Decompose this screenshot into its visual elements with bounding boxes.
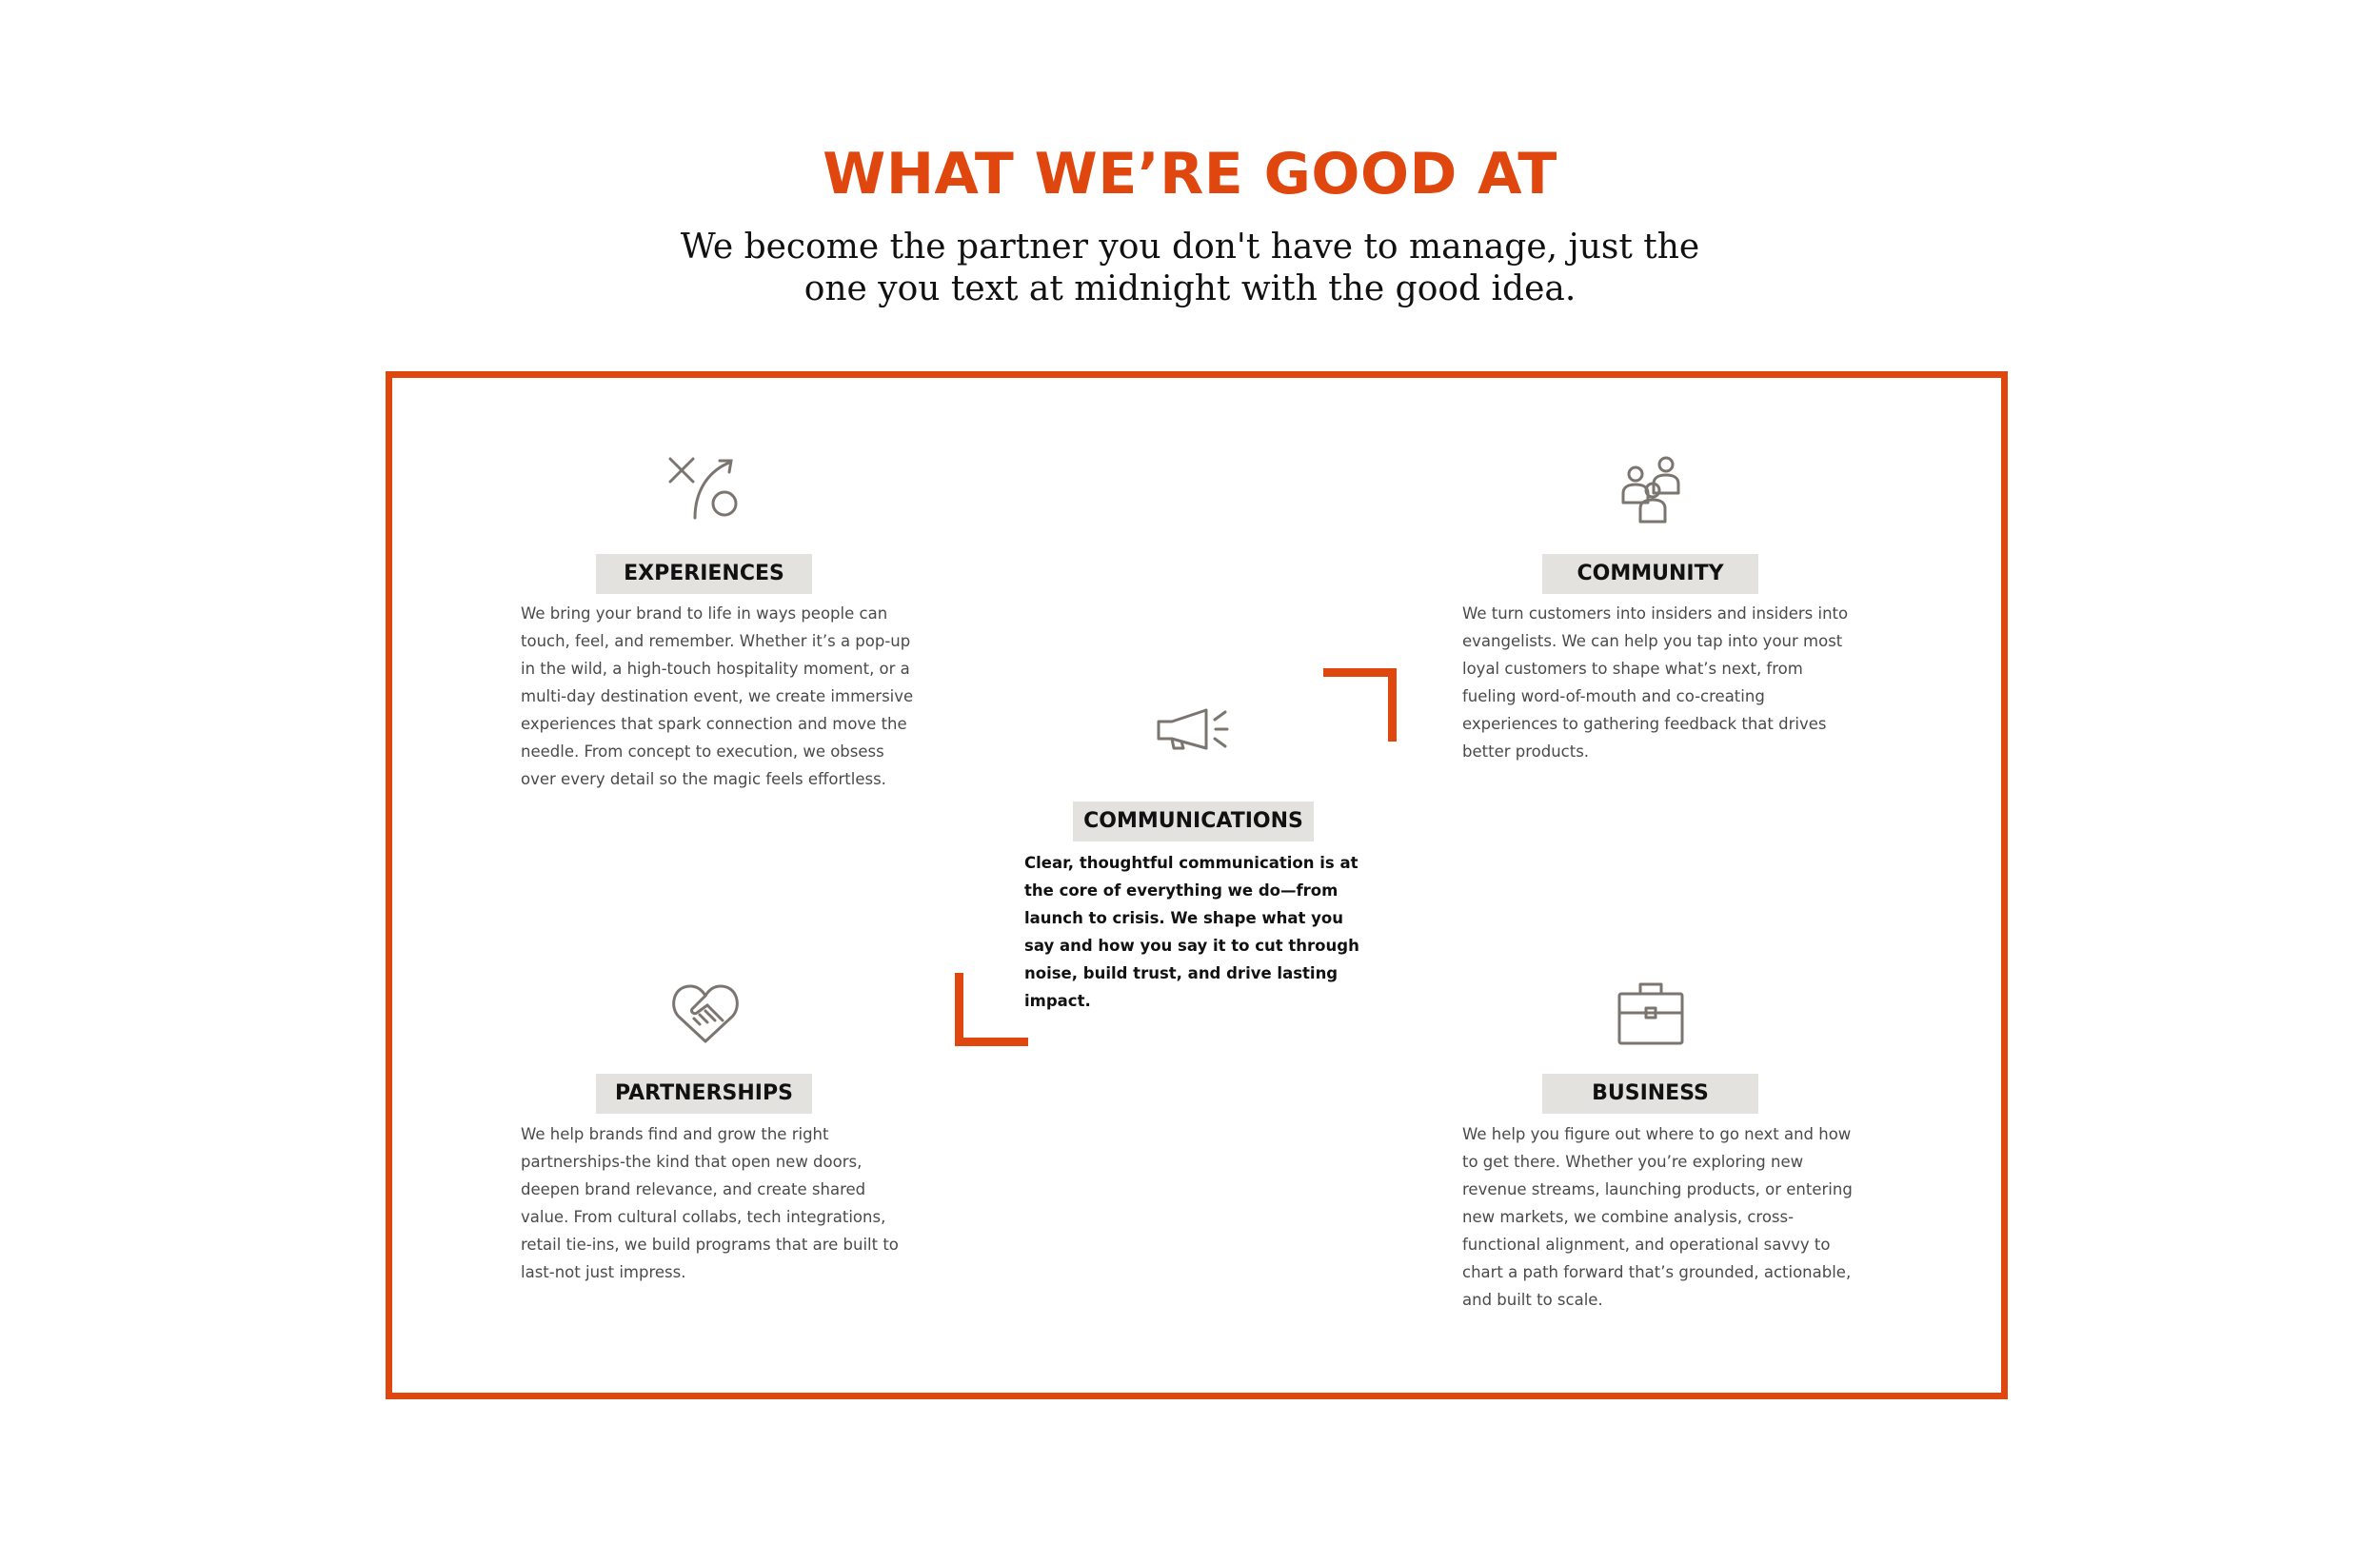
service-label: COMMUNICATIONS [1073,802,1314,841]
briefcase-icon [1617,980,1684,1045]
section-subtitle [619,227,1761,310]
play-strategy-icon [668,455,743,524]
section-title: WHAT WE’RE GOOD AT [823,141,1557,208]
heart-handshake-icon [671,980,740,1045]
service-description: We help you figure out where to go next and how to get there. Whether you’re exploring new revenue streams, launching products, or entering new markets, we combine analysis, cross-functional alignment, and operational savvy to chart a path forward that’s grounded, actionable, and built to scale. [1462,1125,1853,1309]
service-label: COMMUNITY [1542,554,1758,594]
subtitle-line-1: We become the partner you don't have to manage, just the [680,228,1700,267]
service-description: Clear, thoughtful communication is at the core of everything we do—from launch to crisis. We shape what you say and how you say it to cut through noise, build trust, and drive lasting impact. [1024,854,1359,1010]
subtitle-line-2: one you text at midnight with the good idea. [803,269,1577,308]
service-label: BUSINESS [1542,1074,1758,1114]
bracket-bottom-left [955,973,1028,1046]
service-description: We help brands find and grow the right partnerships-the kind that open new doors, deepen brand relevance, and create shared value. From cultural collabs, tech integrations, retail tie-ins, we build programs that are built to last-not just impress. [521,1125,899,1281]
bracket-top-right [1323,668,1397,742]
megaphone-icon [1155,708,1231,756]
service-label: EXPERIENCES [596,554,812,594]
service-label: PARTNERSHIPS [596,1074,812,1114]
service-description: We bring your brand to life in ways people can touch, feel, and remember. Whether it’s a pop-up in the wild, a high-touch hospitality moment, or a multi-day destination event, we create immersive experiences that spark connection and move the needle. From concept to execution, we obsess over every detail so the magic feels effortless. [521,604,914,788]
service-description: We turn customers into insiders and insiders into evangelists. We can help you tap into your most loyal customers to shape what’s next, from fueling word-of-mouth and co-creating experiences to gathering feedback that drives better products. [1462,604,1849,761]
people-group-icon [1618,455,1685,524]
